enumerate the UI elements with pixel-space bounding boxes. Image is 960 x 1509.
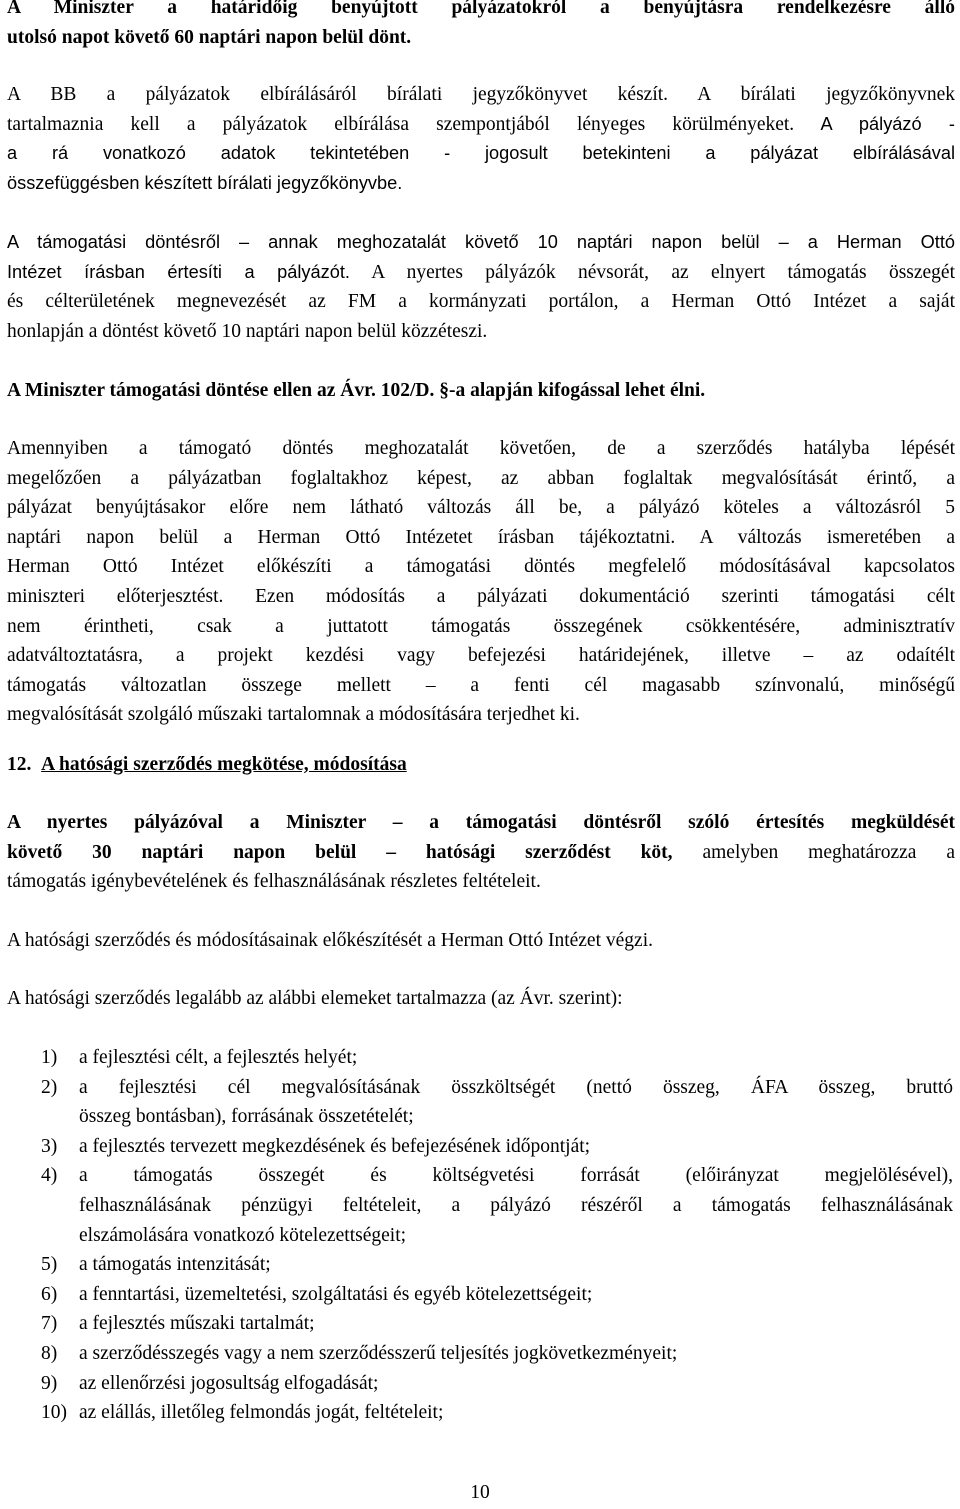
text-line: Herman Ottó Intézet előkészíti a támogatási döntés megfelelő módosításával kapcsolatos — [7, 556, 955, 578]
text-line-part: Intézet írásban értesíti a pályázót. — [7, 261, 350, 282]
list-text: a fejlesztési cél megvalósításának összköltségét (nettó összeg, ÁFA összeg, bruttó — [79, 1076, 953, 1098]
text-line: utolsó napot követő 60 naptári napon belül dönt. — [7, 26, 412, 48]
text-line: nem érintheti, csak a juttatott támogatás összegének csökkentésére, adminisztratív — [7, 615, 955, 637]
list-text: az elállás, illetőleg felmondás jogát, feltételeit; — [79, 1402, 444, 1424]
text-line-part: A nyertes pályázók névsorát, az elnyert támogatás összegét — [349, 261, 955, 283]
text-line — [7, 258, 955, 288]
list-item — [0, 1073, 960, 1132]
text-line: A Miniszter támogatási döntése ellen az Ávr. 102/D. §-a alapján kifogással lehet élni. — [7, 380, 706, 401]
list-number: 6) — [41, 1283, 58, 1305]
list-number: 1) — [41, 1047, 58, 1068]
text-line: A hatósági szerződés és módosításainak előkészítését a Herman Ottó Intézet végzi. — [7, 930, 653, 951]
list-text: felhasználásának pénzügyi feltételeit, a pályázó részéről a támogatás felhasználásának — [79, 1194, 953, 1216]
text-line: megelőzően a pályázatban foglaltakhoz képest, az abban foglaltak megvalósítását érintő, a — [7, 467, 955, 489]
list-number: 10) — [41, 1402, 67, 1424]
text-line: összefüggésben készített bírálati jegyzőkönyvbe. — [7, 172, 403, 193]
list-text: az ellenőrzési jogosultság elfogadását; — [79, 1372, 379, 1394]
text-line: miniszteri előterjesztést. Ezen módosítás a pályázati dokumentáció szerinti támogatási célt — [7, 585, 955, 607]
text-line-part: amelyben meghatározza a — [672, 841, 955, 863]
text-line: A nyertes pályázóval a Miniszter – a támogatási döntésről szóló értesítés megküldését — [7, 812, 955, 833]
text-line — [7, 110, 955, 140]
list-item — [0, 1309, 960, 1339]
list-text: a fejlesztés műszaki tartalmát; — [79, 1313, 315, 1335]
list-text: elszámolására vonatkozó kötelezettségeit; — [79, 1224, 407, 1246]
text-line: a rá vonatkozó adatok tekintetében - jogosult betekinteni a pályázat elbírálásával — [7, 143, 955, 164]
text-line: honlapján a döntést követő 10 naptári napon belül közzéteszi. — [7, 320, 488, 342]
paragraph-review-minutes — [7, 80, 955, 198]
paragraph-preparation — [7, 926, 955, 956]
list-item — [0, 1161, 960, 1250]
list-number: 5) — [41, 1254, 58, 1276]
text-line: támogatás igénybevételének és felhasználásának részletes feltételeit. — [7, 871, 541, 893]
list-text: a szerződésszegés vagy a nem szerződésszerű teljesítés jogkövetkezményeit; — [79, 1342, 678, 1364]
text-line: adatváltoztatásra, a projekt kezdési vagy befejezési határidejének, illetve – az odaítélt — [7, 645, 955, 667]
contract-elements-list — [0, 1043, 960, 1428]
list-text: összeg bontásban), forrásának összetételét; — [79, 1106, 414, 1128]
text-line: A támogatási döntésről – annak meghozatalát követő 10 naptári napon belül – a Herman Ottó — [7, 232, 955, 252]
text-line: Amennyiben a támogató döntés meghozatalát követően, de a szerződés hatályba lépését — [7, 438, 955, 459]
list-number: 2) — [41, 1076, 58, 1098]
list-item — [0, 1398, 960, 1428]
list-item — [0, 1132, 960, 1162]
list-text: a fenntartási, üzemeltetési, szolgáltatási és egyéb kötelezettségeit; — [79, 1283, 593, 1305]
paragraph-support-decision — [7, 228, 955, 346]
list-number: 8) — [41, 1342, 58, 1364]
text-line: A hatósági szerződés legalább az alábbi elemeket tartalmazza (az Ávr. szerint): — [7, 988, 623, 1009]
list-number: 9) — [41, 1372, 58, 1394]
text-line-part: A pályázó - — [794, 113, 955, 134]
list-item — [0, 1250, 960, 1280]
text-line: A BB a pályázatok elbírálásáról bírálati jegyzőkönyvet készít. A bírálati jegyzőkönyvnek — [7, 84, 955, 105]
text-line: A Miniszter a határidőig benyújtott pályázatokról a benyújtásra rendelkezésre álló — [7, 0, 955, 18]
list-text: a fejlesztési célt, a fejlesztés helyét; — [79, 1047, 358, 1068]
list-item — [0, 1369, 960, 1399]
text-line-part: tartalmaznia kell a pályázatok elbírálása szempontjából lényeges körülményeket. — [7, 113, 795, 135]
paragraph-changes — [7, 434, 955, 730]
section-heading — [7, 750, 955, 780]
list-number: 4) — [41, 1165, 58, 1187]
list-item — [0, 1280, 960, 1310]
list-number: 7) — [41, 1313, 58, 1335]
paragraph-decision-deadline — [7, 0, 955, 52]
list-item — [0, 1339, 960, 1369]
text-line-part: követő 30 naptári napon belül – hatósági szerződést köt, — [7, 841, 673, 863]
text-line: és célterületének megnevezését az FM a kormányzati portálon, a Herman Ottó Intézet a saját — [7, 291, 955, 313]
text-line: támogatás változatlan összege mellett – a fenti cél magasabb színvonalú, minőségű — [7, 674, 955, 696]
section-title: A hatósági szerződés megkötése, módosítása — [41, 754, 407, 775]
paragraph-objection — [7, 376, 955, 406]
text-line: naptári napon belül a Herman Ottó Intézetet írásban tájékoztatni. A változás ismeretében a — [7, 526, 955, 548]
list-item — [0, 1043, 960, 1073]
section-number: 12. — [7, 754, 32, 775]
paragraph-contract — [7, 808, 955, 897]
list-number: 3) — [41, 1135, 58, 1157]
list-text: a fejlesztés tervezett megkezdésének és befejezésének időpontját; — [79, 1135, 591, 1157]
list-text: a támogatás intenzitását; — [79, 1254, 271, 1276]
text-line: megvalósítását szolgáló műszaki tartalomnak a módosítására terjedhet ki. — [7, 704, 580, 726]
paragraph-elements-intro — [7, 984, 955, 1014]
text-line: pályázat benyújtásakor előre nem látható változás áll be, a pályázó köteles a változásról 5 — [7, 497, 955, 519]
page-number: 10 — [470, 1482, 490, 1503]
text-line — [7, 838, 955, 868]
list-text: a támogatás összegét és költségvetési forrását (előirányzat megjelölésével), — [79, 1165, 953, 1187]
